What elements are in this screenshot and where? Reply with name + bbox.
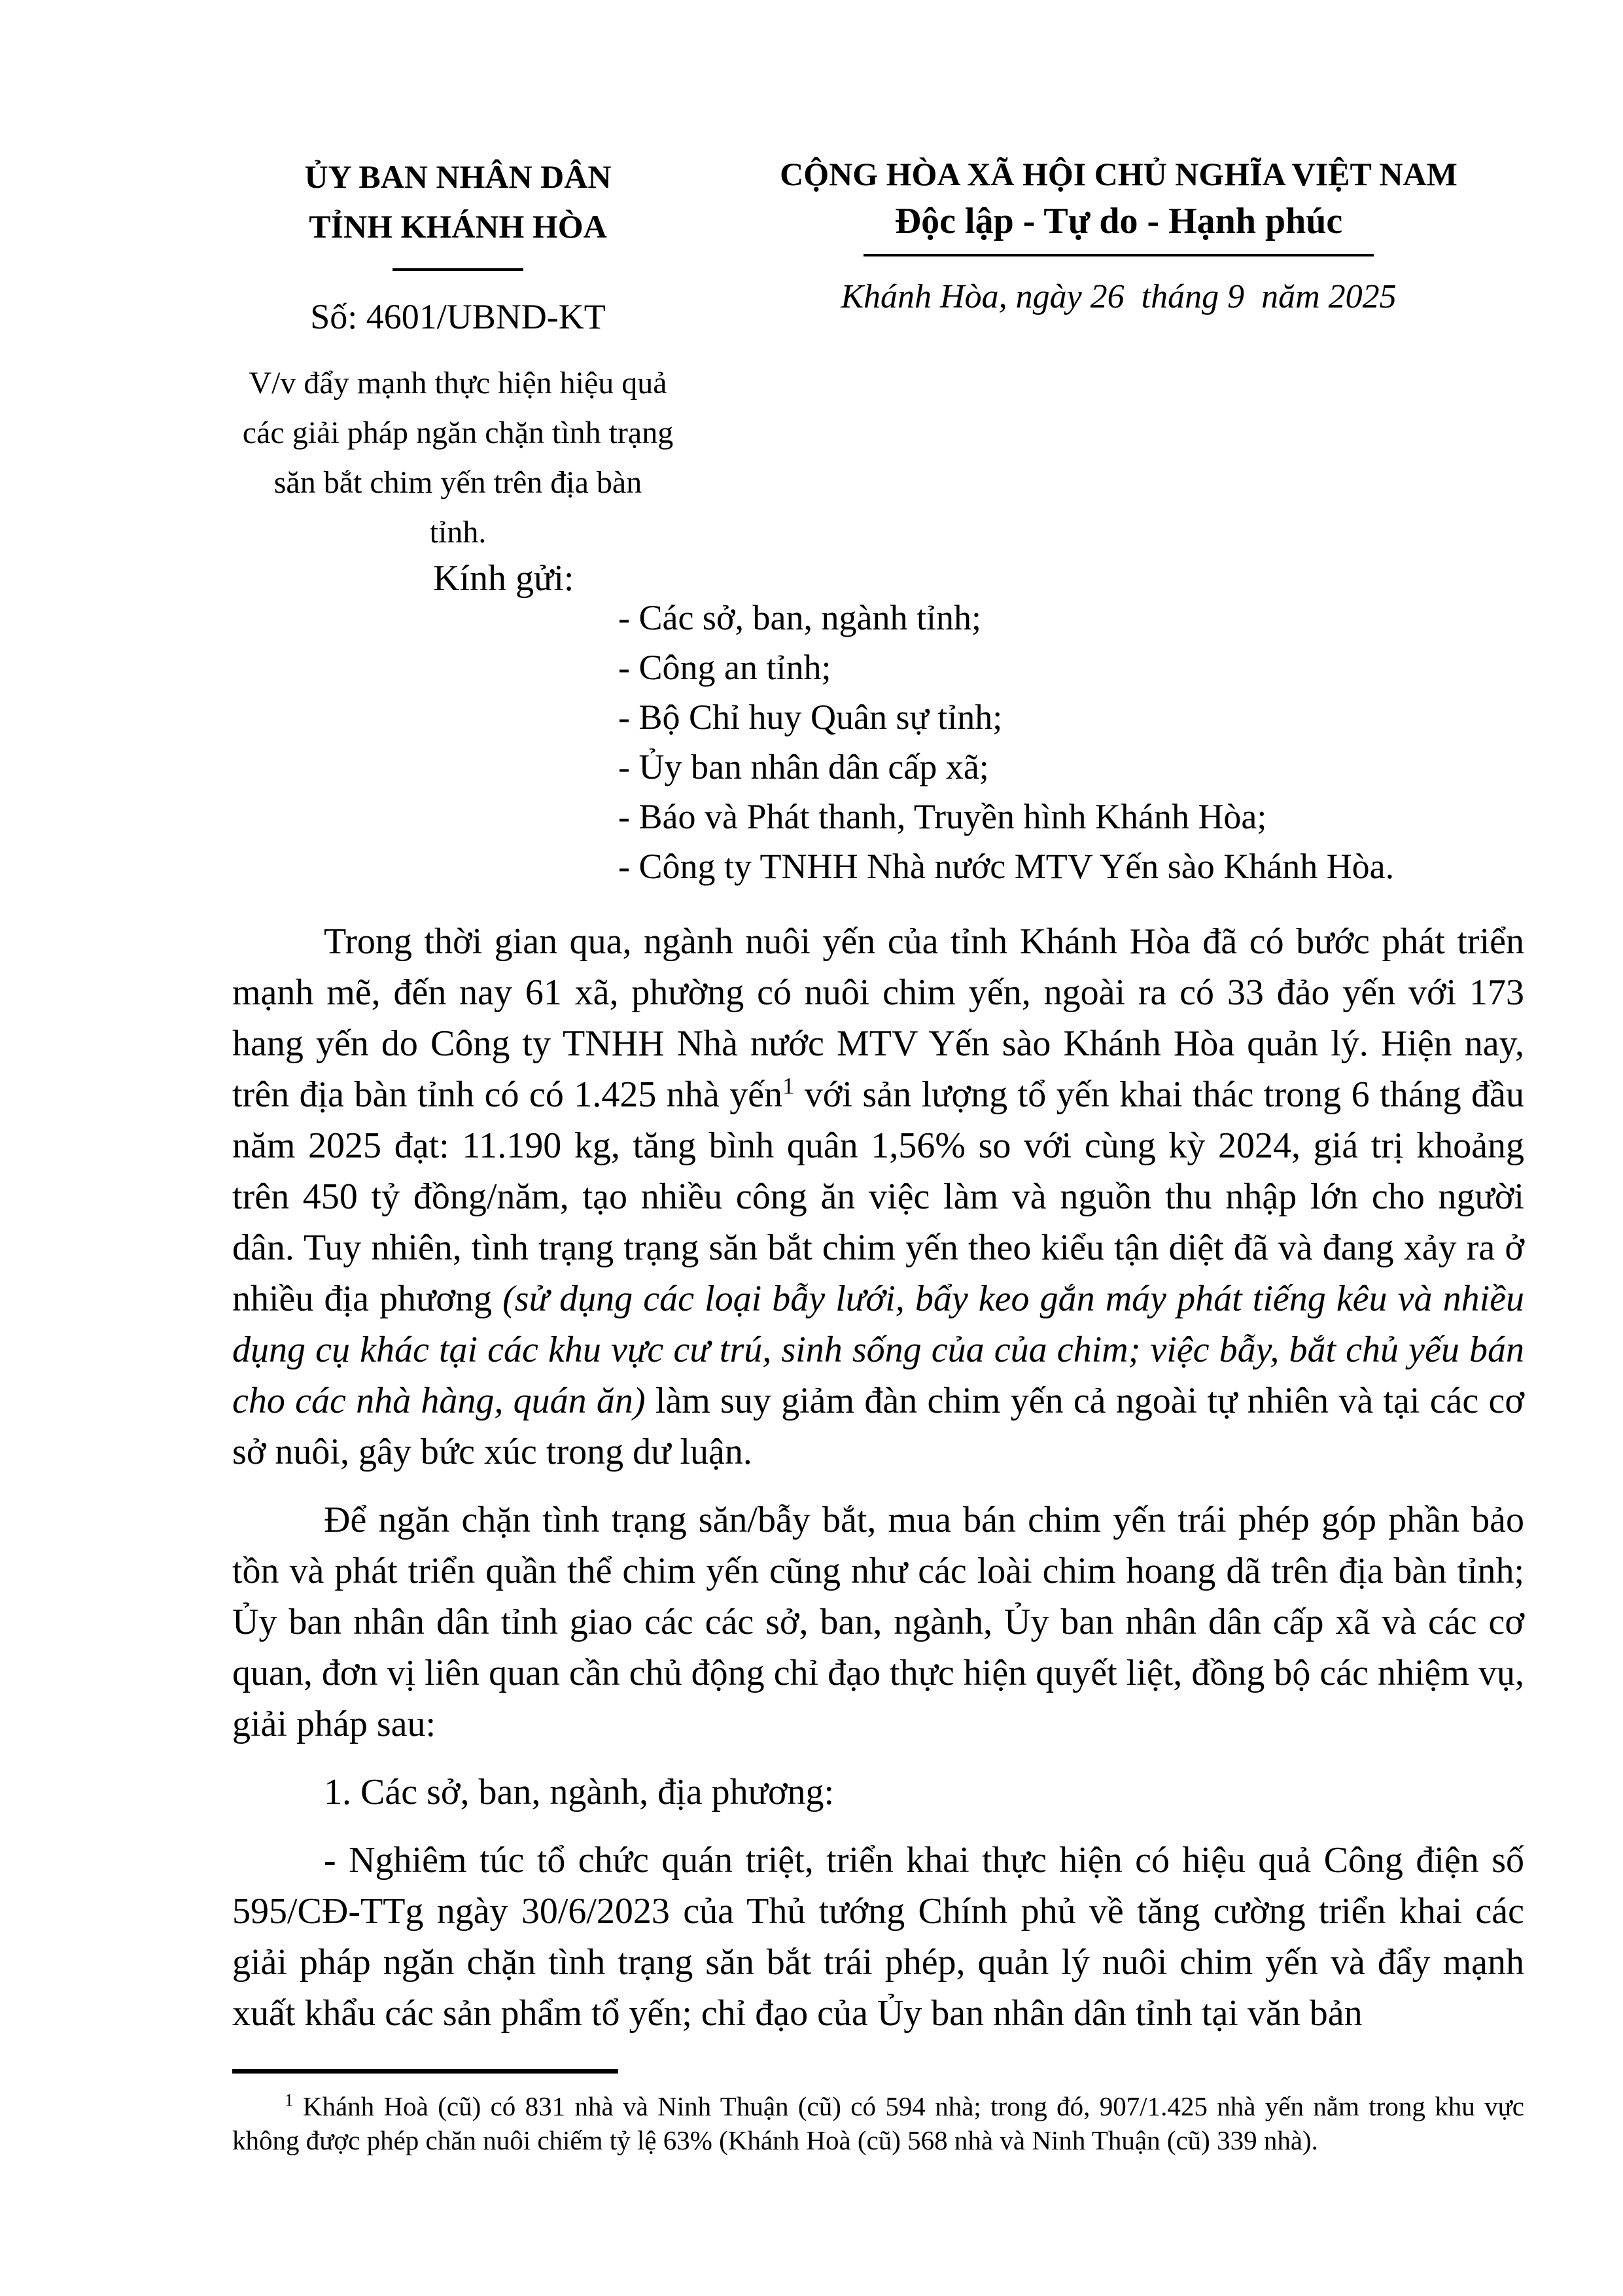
paragraph-task-1: - Nghiêm túc tổ chức quán triệt, triển khai thực hiện có hiệu quả Công điện số 595/CĐ-TTg ngày 30/6/2023 của Thủ tướng Chính phủ về tăng cường triển khai các giải pháp ngăn chặn tình trạng săn bắt trái phép, quản lý nuôi chim yến và đẩy mạnh xuất khẩu các sản phẩm tổ yến; chỉ đạo của Ủy ban nhân dân tỉnh tại văn bản (232, 1840, 1524, 2034)
document-number: Số: 4601/UBND-KT (310, 297, 606, 336)
paragraph-overview-italic-note: (sử dụng các loại bẫy lưới, bẩy keo gắn máy phát tiếng kêu và nhiều dụng cụ khác tại các khu vực cư trú, sinh sống của của chim; việc bẫy, bắt chủ yếu bán cho các nhà hàng, quán ăn) (232, 1279, 1524, 1421)
national-header (739, 152, 1498, 317)
footnote-number: 1 (285, 2090, 294, 2110)
motto-divider-line (864, 254, 1374, 256)
place-date-line: Khánh Hòa, ngày 26 tháng 9 năm 2025 (841, 278, 1397, 315)
paragraph-overview-text: Trong thời gian qua, ngành nuôi yến của tỉnh Khánh Hòa đã có bước phát triển mạnh mẽ, đến nay 61 xã, phường có nuôi chim yến, ngoài ra có 33 đảo yến với 173 hang yến do Công ty TNHH Nhà nước MTV Yến sào Khánh Hòa quản lý. Hiện nay, trên địa bàn tỉnh có có 1.425 nhà yến (232, 921, 1524, 1115)
footnote-body: Khánh Hoà (cũ) có 831 nhà và Ninh Thuận (cũ) có 594 nhà; trong đó, 907/1.425 nhà yến nằm trong khu vực không được phép chăn nuôi chiếm tỷ lệ 63% (Khánh Hoà (cũ) 568 nhà và Ninh Thuận (cũ) 339 nhà). (232, 2091, 1524, 2155)
paragraph-overview (232, 916, 1524, 1477)
footnote-divider-line (232, 2069, 618, 2074)
body-text (232, 916, 1524, 2039)
recipient-item: - Công ty TNHH Nhà nước MTV Yến sào Khánh Hòa. (618, 847, 1395, 886)
issuer-org-line1: ỦY BAN NHÂN DÂN (304, 158, 612, 195)
national-title: CỘNG HÒA XÃ HỘI CHỦ NGHĨA VIỆT NAM (780, 156, 1457, 192)
section-heading-1: 1. Các sở, ban, ngành, địa phương: (324, 1772, 835, 1812)
footnote-reference-marker: 1 (782, 1072, 795, 1099)
issuer-divider-line (393, 268, 523, 271)
footnote-area (232, 2069, 1524, 2157)
issuer-header (229, 152, 687, 557)
footnote-text (232, 2089, 1524, 2157)
recipient-list (618, 593, 1527, 891)
recipient-item: - Báo và Phát thanh, Truyền hình Khánh Hòa; (618, 797, 1267, 836)
paragraph-directive: Để ngăn chặn tình trạng săn/bẫy bắt, mua bán chim yến trái phép góp phần bảo tồn và phát triển quần thể chim yến cũng như các loài chim hoang dã trên địa bàn tỉnh; Ủy ban nhân dân tỉnh giao các các sở, ban, ngành, Ủy ban nhân dân cấp xã và các cơ quan, đơn vị liên quan cần chủ động chỉ đạo thực hiện quyết liệt, đồng bộ các nhiệm vụ, giải pháp sau: (232, 1500, 1524, 1744)
recipient-item: - Các sở, ban, ngành tỉnh; (618, 598, 981, 637)
national-motto: Độc lập - Tự do - Hạnh phúc (894, 201, 1343, 241)
document-subject: V/v đẩy mạnh thực hiện hiệu quả các giải pháp ngăn chặn tình trạng săn bắt chim yến trên địa bàn tỉnh. (242, 366, 674, 550)
salutation: Kính gửi: (433, 558, 574, 599)
paragraph-overview-text: với sản lượng tổ yến khai thác trong 6 tháng đầu năm 2025 đạt: 11.190 kg, tăng bình quân 1,56% so với cùng kỳ 2024, giá trị khoảng trên 450 tỷ đồng/năm, tạo nhiều công ăn việc làm và nguồn thu nhập lớn cho người dân. Tuy nhiên, tình trạng trạng săn bắt chim yến theo kiểu tận diệt đã và đang xảy ra ở nhiều địa phương (232, 1074, 1524, 1319)
recipient-item: - Công an tỉnh; (618, 648, 831, 687)
recipient-item: - Bộ Chỉ huy Quân sự tỉnh; (618, 698, 1003, 737)
recipient-item: - Ủy ban nhân dân cấp xã; (618, 747, 989, 786)
issuer-org-line2: TỈNH KHÁNH HÒA (309, 208, 607, 245)
paragraph-overview-text: làm suy giảm đàn chim yến cả ngoài tự nhiên và tại các cơ sở nuôi, gây bức xúc trong dư luận. (232, 1381, 1524, 1472)
